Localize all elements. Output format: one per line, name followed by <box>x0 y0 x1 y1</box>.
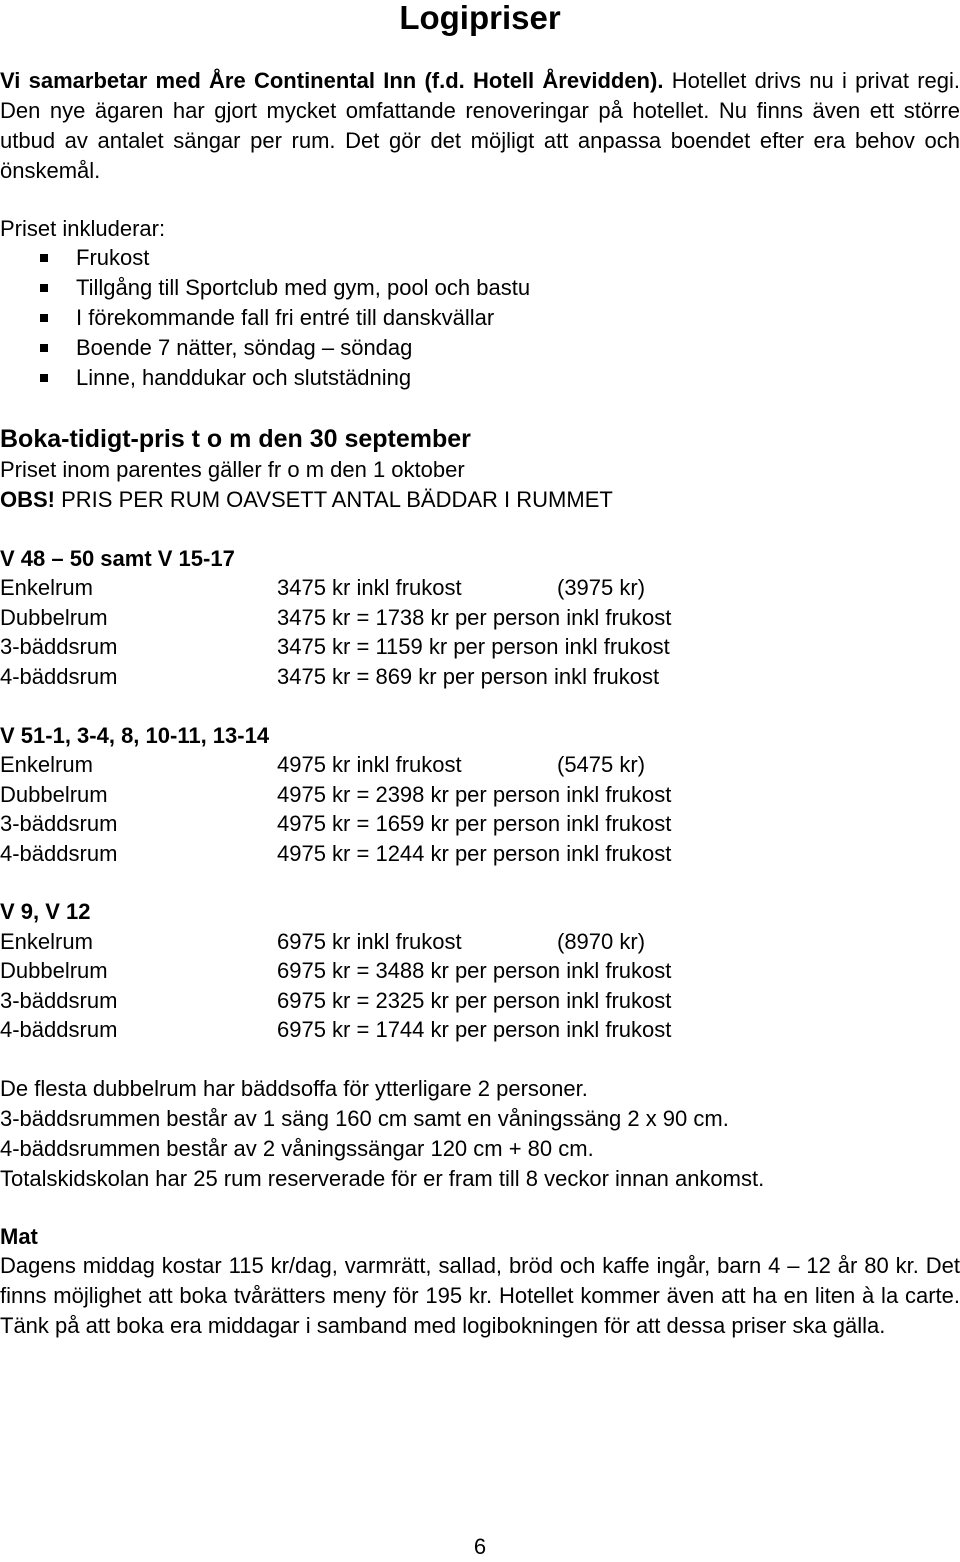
square-bullet-icon <box>40 284 48 292</box>
period-heading: V 48 – 50 samt V 15-17 <box>0 546 235 571</box>
table-row <box>0 839 960 869</box>
room-type: 4-bäddsrum <box>0 1017 118 1042</box>
square-bullet-icon <box>40 374 48 382</box>
page-title: Logipriser <box>399 0 561 36</box>
table-row <box>0 573 960 603</box>
room-type: Dubbelrum <box>0 958 108 983</box>
table-row <box>0 632 960 662</box>
room-type: 3-bäddsrum <box>0 988 118 1013</box>
table-row <box>0 1015 960 1045</box>
table-row <box>0 809 960 839</box>
list-item-label: I förekommande fall fri entré till danskvällar <box>76 305 495 330</box>
intro-text: Hotellet drivs nu i privat regi. Den nye ägaren har gjort mycket omfattande renoveringar på hotellet. Nu finns även ett större utbud av antalet sängar per rum. Det gör det möjligt att anpassa boendet efter era behov och önskemål. <box>0 68 960 183</box>
room-price: 3475 kr inkl frukost <box>277 575 462 600</box>
room-type: Enkelrum <box>0 929 93 954</box>
table-row <box>0 956 960 986</box>
room-price: 4975 kr = 1659 kr per person inkl frukost <box>277 811 672 836</box>
table-row <box>0 662 960 692</box>
list-item <box>0 243 530 273</box>
price-note: Priset inom parentes gäller fr o m den 1 oktober <box>0 457 465 482</box>
book-early-heading: Boka-tidigt-pris t o m den 30 september <box>0 425 471 453</box>
room-type: Dubbelrum <box>0 782 108 807</box>
room-price-late: (3975 kr) <box>557 575 646 600</box>
mat-heading: Mat <box>0 1224 38 1249</box>
page-number: 6 <box>473 1534 487 1559</box>
list-item <box>0 333 530 363</box>
room-type: Enkelrum <box>0 575 93 600</box>
room-price: 6975 kr = 2325 kr per person inkl frukost <box>277 988 672 1013</box>
intro-paragraph <box>0 66 960 186</box>
note-line: Totalskidskolan har 25 rum reserverade för er fram till 8 veckor innan ankomst. <box>0 1166 765 1191</box>
room-type: 4-bäddsrum <box>0 664 118 689</box>
room-price: 3475 kr = 1159 kr per person inkl frukost <box>277 634 670 659</box>
period-heading: V 51-1, 3-4, 8, 10-11, 13-14 <box>0 723 270 748</box>
list-item <box>0 303 530 333</box>
obs-label: OBS! <box>0 487 55 512</box>
mat-paragraph: Dagens middag kostar 115 kr/dag, varmrätt, sallad, bröd och kaffe ingår, barn 4 – 12 år 80 kr. Det finns möjlighet att boka tvårätters meny för 195 kr. Hotellet kommer även att ha en liten à la carte. Tänk på att boka era middagar i samband med logibokningen för att dessa priser ska gälla. <box>0 1253 960 1338</box>
square-bullet-icon <box>40 314 48 322</box>
room-price: 6975 kr = 1744 kr per person inkl frukost <box>277 1017 672 1042</box>
list-item-label: Tillgång till Sportclub med gym, pool och bastu <box>76 275 531 300</box>
note-line: 3-bäddsrummen består av 1 säng 160 cm samt en våningssäng 2 x 90 cm. <box>0 1106 729 1131</box>
note-line: De flesta dubbelrum har bäddsoffa för ytterligare 2 personer. <box>0 1076 588 1101</box>
list-item-label: Linne, handdukar och slutstädning <box>76 365 412 390</box>
room-price: 3475 kr = 1738 kr per person inkl frukost <box>277 605 672 630</box>
includes-heading: Priset inkluderar: <box>0 216 166 241</box>
notes-list <box>0 1074 764 1194</box>
room-price: 6975 kr inkl frukost <box>277 929 462 954</box>
includes-list <box>0 243 530 393</box>
room-price: 6975 kr = 3488 kr per person inkl frukost <box>277 958 672 983</box>
intro-bold: Vi samarbetar med Åre Continental Inn (f.d. Hotell Årevidden). <box>0 68 664 93</box>
room-price: 4975 kr = 1244 kr per person inkl frukost <box>277 841 672 866</box>
room-price: 4975 kr inkl frukost <box>277 752 462 777</box>
room-type: 4-bäddsrum <box>0 841 118 866</box>
square-bullet-icon <box>40 254 48 262</box>
obs-text: PRIS PER RUM OAVSETT ANTAL BÄDDAR I RUMMET <box>55 487 613 512</box>
table-row <box>0 927 960 957</box>
table-row <box>0 986 960 1016</box>
room-type: Enkelrum <box>0 752 93 777</box>
square-bullet-icon <box>40 344 48 352</box>
list-item <box>0 273 530 303</box>
list-item-label: Boende 7 nätter, söndag – söndag <box>76 335 413 360</box>
table-row <box>0 750 960 780</box>
room-type: Dubbelrum <box>0 605 108 630</box>
room-price: 4975 kr = 2398 kr per person inkl frukost <box>277 782 672 807</box>
list-item-label: Frukost <box>76 245 150 270</box>
period-heading: V 9, V 12 <box>0 899 91 924</box>
room-price-late: (5475 kr) <box>557 752 646 777</box>
obs-line <box>0 485 613 515</box>
list-item <box>0 363 530 393</box>
table-row <box>0 780 960 810</box>
room-price-late: (8970 kr) <box>557 929 646 954</box>
note-line: 4-bäddsrummen består av 2 våningssängar 120 cm + 80 cm. <box>0 1136 594 1161</box>
room-type: 3-bäddsrum <box>0 811 118 836</box>
room-type: 3-bäddsrum <box>0 634 118 659</box>
table-row <box>0 603 960 633</box>
room-price: 3475 kr = 869 kr per person inkl frukost <box>277 664 660 689</box>
